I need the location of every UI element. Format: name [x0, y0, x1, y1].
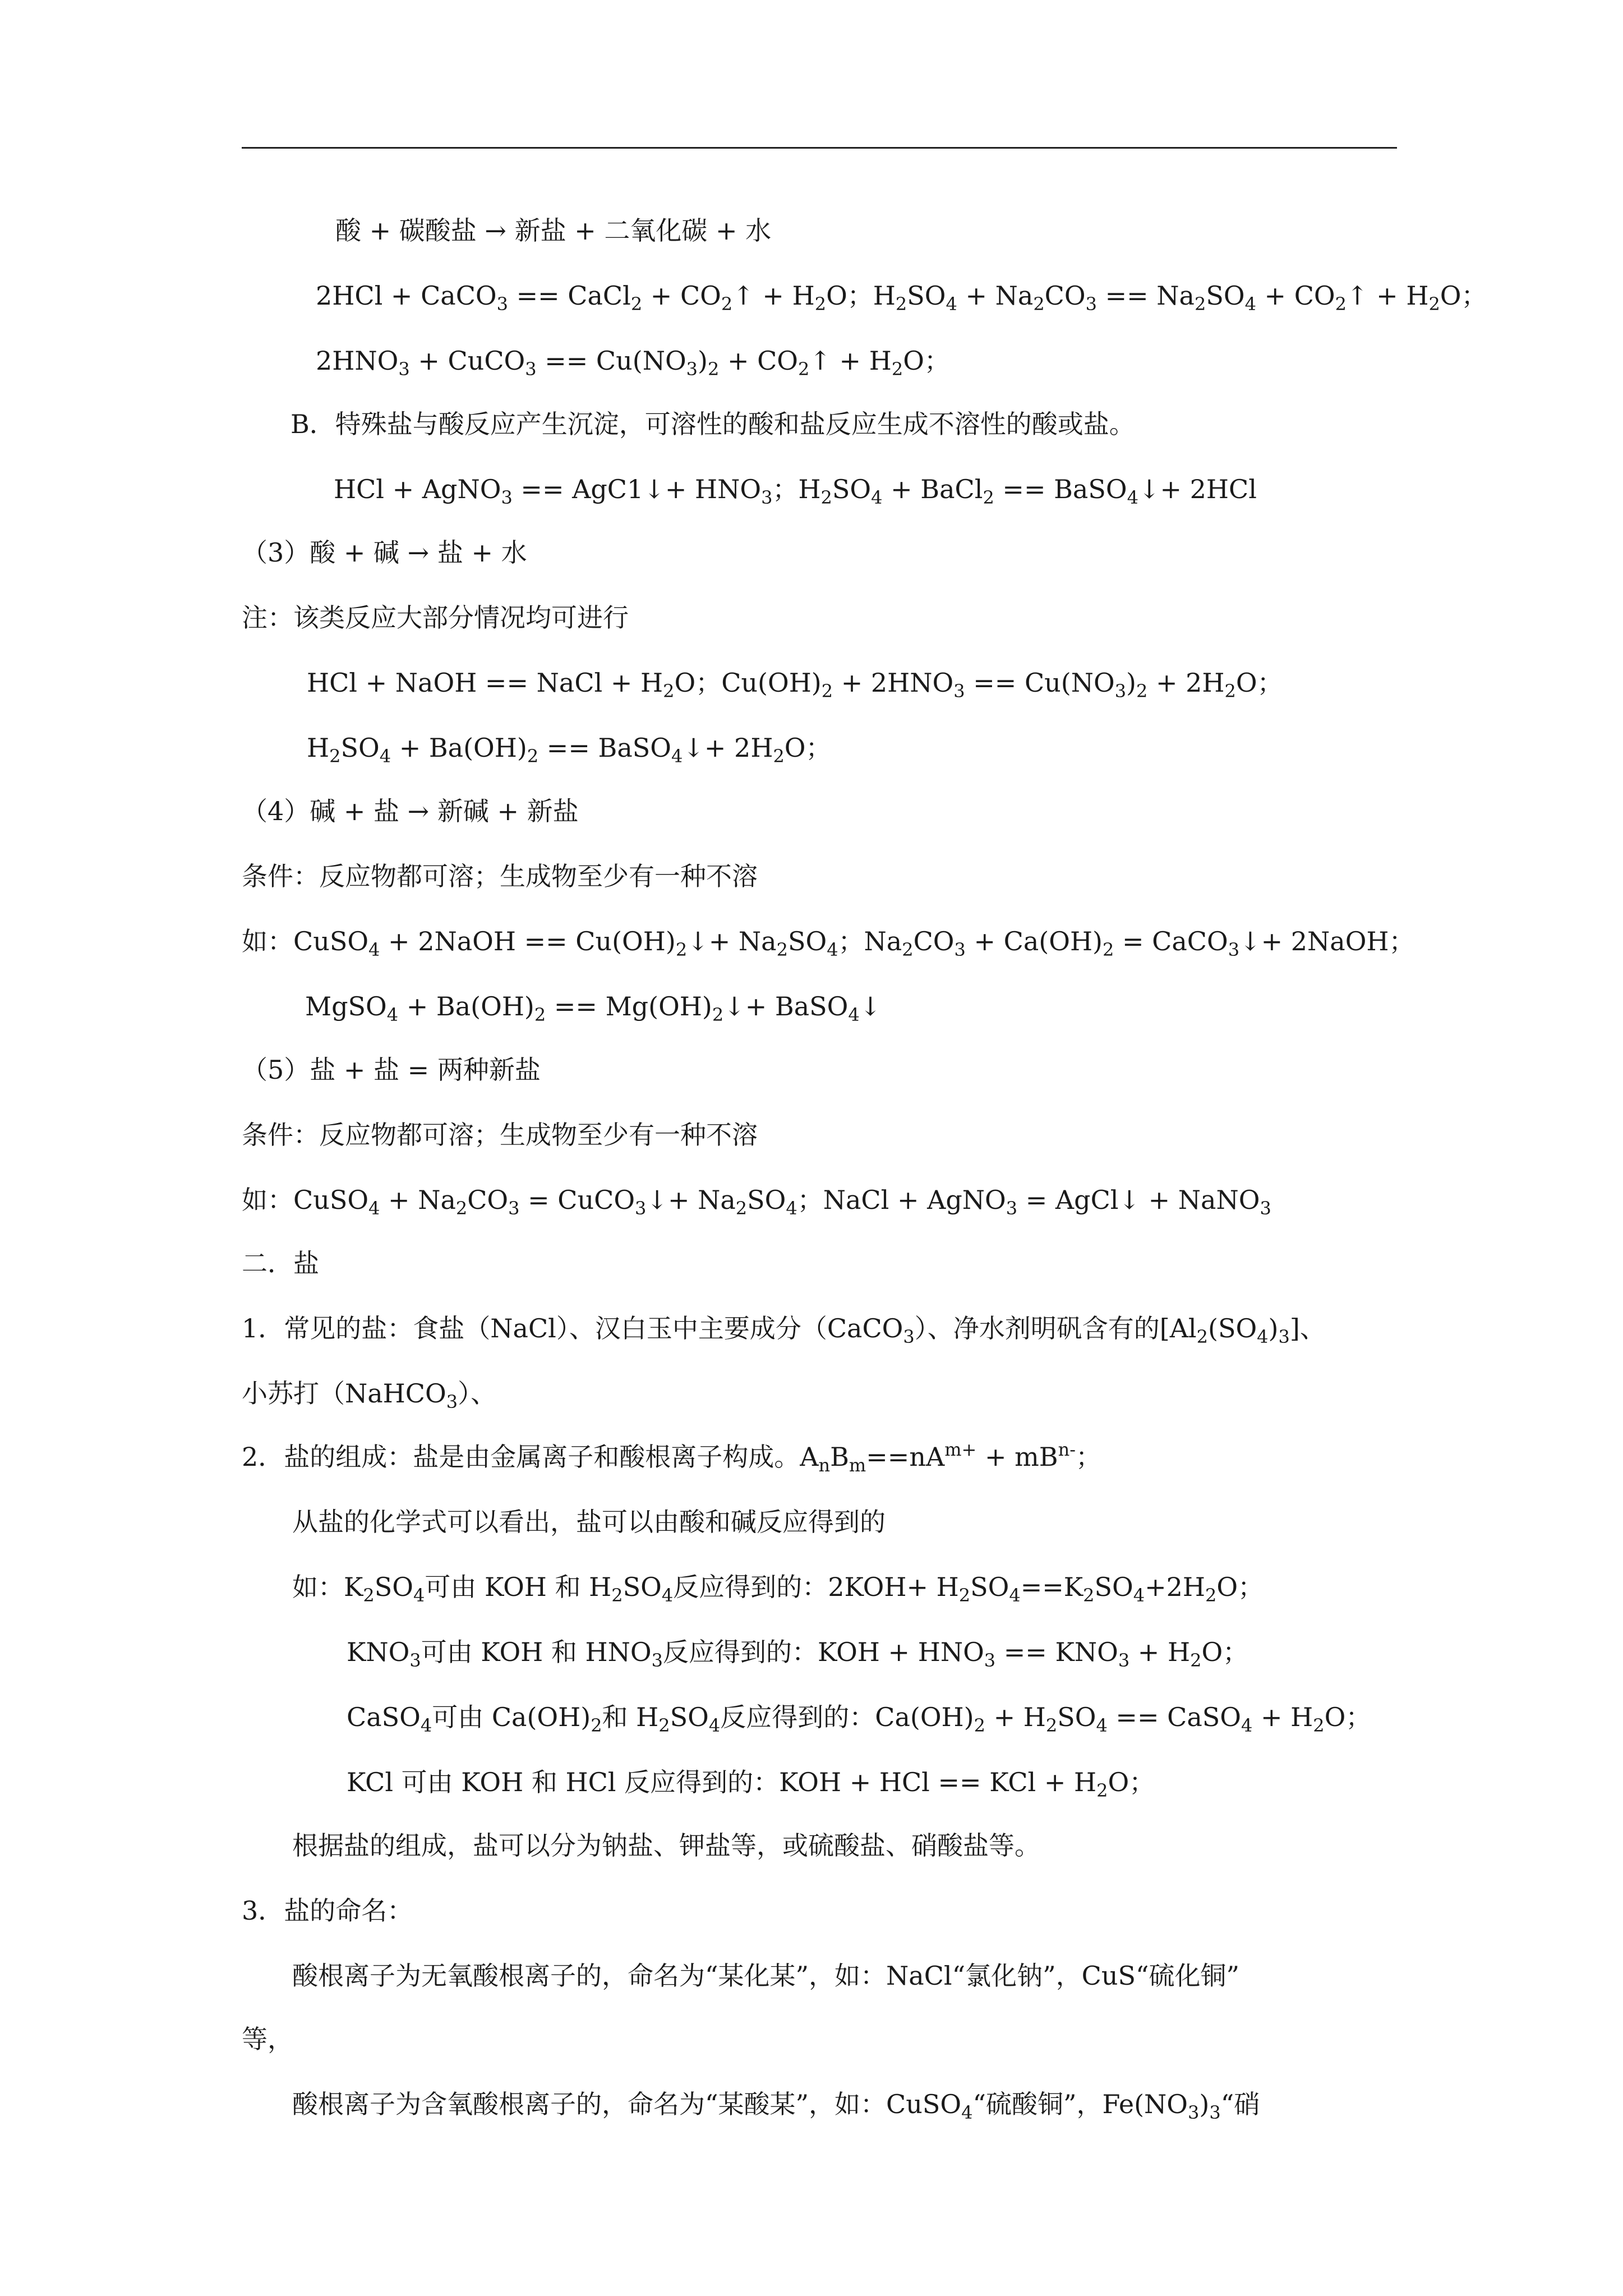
subscript: 2	[1103, 939, 1114, 960]
subscript: 4	[1244, 293, 1256, 315]
subscript: 3	[1228, 939, 1240, 960]
line-text: （4）碱 + 盐 → 新碱 + 新盐	[242, 796, 579, 826]
equation-line	[242, 1183, 1271, 1217]
subscript: 3	[1209, 2102, 1221, 2123]
line-segment: CO	[467, 1185, 509, 1215]
line-segment: == Cu(NO	[965, 668, 1115, 698]
line-segment: == Na	[1096, 280, 1195, 311]
line-text: 等，	[242, 2024, 293, 2054]
text-line	[292, 1570, 1264, 1604]
subscript: m	[849, 1455, 866, 1476]
line-segment: “硫酸铜”，Fe(NO	[972, 2089, 1188, 2119]
superscript: n-	[1058, 1439, 1076, 1460]
section-heading	[242, 536, 527, 569]
section-heading	[242, 1246, 319, 1280]
line-segment: + Na	[957, 280, 1034, 311]
line-segment: +2H	[1145, 1572, 1206, 1602]
line-segment: 反应得到的：KOH + HNO	[662, 1637, 984, 1667]
subscript: 2	[611, 1585, 623, 1606]
subscript: 4	[386, 1004, 399, 1025]
section-heading	[242, 1053, 541, 1087]
line-text: （5）盐 + 盐 = 两种新盐	[242, 1055, 541, 1085]
line-segment: SO	[1057, 1702, 1096, 1732]
subscript: 3	[508, 1198, 520, 1219]
line-segment: KNO	[347, 1637, 410, 1667]
text-line	[347, 1700, 1371, 1734]
line-segment: + BaCl	[882, 474, 983, 504]
text-line	[347, 1635, 1248, 1669]
subscript: 2	[958, 1585, 971, 1606]
subscript: 2	[814, 293, 827, 315]
line-segment: + 2NaOH == Cu(OH)	[380, 926, 676, 956]
line-segment: ==K	[1020, 1572, 1083, 1602]
line-segment: = CaCO	[1114, 926, 1228, 956]
subscript: 4	[827, 939, 838, 960]
text-line	[242, 601, 629, 634]
subscript: 2	[1190, 1650, 1202, 1671]
text-line	[242, 2022, 293, 2056]
line-segment: ↓+ 2NaOH；	[1239, 926, 1415, 956]
line-segment: 1．常见的盐：食盐（NaCl）、汉白玉中主要成分（CaCO	[242, 1313, 903, 1343]
subscript: 3	[651, 1650, 663, 1671]
superscript: m+	[944, 1439, 977, 1460]
line-segment: SO	[670, 1702, 709, 1732]
line-segment: SO	[340, 733, 380, 763]
line-segment: CO	[913, 926, 955, 956]
line-segment: ）、	[458, 1378, 497, 1409]
line-segment: SO	[907, 280, 946, 311]
line-segment: (SO	[1208, 1313, 1257, 1343]
line-segment: + mB	[976, 1442, 1058, 1472]
line-segment: O；Cu(OH)	[674, 668, 822, 698]
line-segment: ；NaCl + AgNO	[797, 1185, 1006, 1215]
line-segment: SO	[832, 474, 872, 504]
subscript: 3	[496, 293, 508, 315]
line-segment: ↓+ BaSO	[723, 991, 849, 1022]
line-segment: ↓+ Na	[646, 1185, 736, 1215]
subscript: 3	[984, 1650, 996, 1671]
line-segment: H	[307, 733, 330, 763]
line-segment: 如：K	[292, 1572, 363, 1602]
subscript: 2	[663, 680, 675, 702]
line-segment: ↓	[859, 991, 882, 1022]
subscript: 2	[630, 293, 643, 315]
line-segment: = CuCO	[519, 1185, 635, 1215]
line-segment: + CO	[1256, 280, 1335, 311]
equation-line	[242, 924, 1415, 958]
line-segment: + Na	[380, 1185, 456, 1215]
line-segment: O；	[784, 733, 832, 763]
line-segment: ↓+ 2HCl	[1138, 474, 1257, 504]
subscript: 3	[446, 1391, 458, 1412]
text-line	[292, 1829, 1040, 1862]
subscript: 4	[871, 487, 883, 508]
subscript: 2	[712, 1004, 724, 1025]
line-segment: 2HNO	[316, 346, 399, 376]
line-segment: ↓+ Na	[687, 926, 777, 956]
line-text: 二．盐	[242, 1248, 319, 1278]
text-line	[335, 214, 771, 247]
line-segment: O；H	[826, 280, 896, 311]
subscript: 4	[961, 2102, 973, 2123]
subscript: 2	[983, 487, 994, 508]
equation-line	[305, 990, 881, 1023]
subscript: 2	[1096, 1780, 1108, 1801]
line-segment: SO	[970, 1572, 1009, 1602]
line-segment: O；	[1108, 1767, 1155, 1797]
subscript: 2	[895, 293, 907, 315]
subscript: 3	[525, 358, 537, 380]
line-segment: == Mg(OH)	[546, 991, 712, 1022]
subscript: 3	[501, 487, 513, 508]
line-segment: SO	[787, 926, 827, 956]
subscript: n	[818, 1455, 831, 1476]
text-line	[291, 407, 1135, 441]
subscript: 2	[773, 746, 785, 767]
line-segment: == BaSO	[538, 733, 671, 763]
subscript: 2	[1194, 293, 1206, 315]
subscript: 2	[534, 1004, 546, 1025]
subscript: 3	[1114, 680, 1127, 702]
line-segment: 如：CuSO	[242, 1185, 369, 1215]
line-segment: )	[1199, 2089, 1210, 2119]
subscript: 4	[413, 1585, 425, 1606]
line-segment: SO	[623, 1572, 662, 1602]
line-segment: 如：CuSO	[242, 926, 369, 956]
subscript: 2	[902, 939, 914, 960]
subscript: 2	[974, 1715, 985, 1736]
line-segment: + Ba(OH)	[398, 991, 534, 1022]
subscript: 2	[707, 358, 720, 380]
subscript: 2	[821, 680, 833, 702]
line-segment: ↑ + H	[732, 280, 815, 311]
line-segment: 可由 KOH 和 HNO	[421, 1637, 652, 1667]
line-segment: CO	[1044, 280, 1086, 311]
line-segment: + H	[1129, 1637, 1191, 1667]
line-segment: O；	[1440, 280, 1487, 311]
line-segment: 和 H	[602, 1702, 659, 1732]
subscript: 4	[1096, 1715, 1108, 1736]
line-segment: 2HCl + CaCO	[316, 280, 497, 311]
line-segment: O；	[903, 346, 950, 376]
subscript: 4	[708, 1715, 721, 1736]
header-rule	[242, 147, 1397, 149]
text-line	[242, 1377, 496, 1410]
line-segment: KCl 可由 KOH 和 HCl 反应得到的：KOH + HCl == KCl + H	[347, 1767, 1097, 1797]
subscript: 2	[1033, 293, 1045, 315]
subscript: 4	[1241, 1715, 1253, 1736]
line-segment: + 2HNO	[833, 668, 954, 698]
text-line	[242, 1118, 758, 1152]
subscript: 4	[1009, 1585, 1021, 1606]
equation-line	[307, 731, 832, 765]
line-segment: 可由 KOH 和 H	[425, 1572, 612, 1602]
line-segment: + CuCO	[409, 346, 525, 376]
line-segment: + H	[1252, 1702, 1313, 1732]
subscript: 2	[891, 358, 903, 380]
line-segment: )	[1268, 1313, 1279, 1343]
subscript: 2	[1045, 1715, 1058, 1736]
line-segment: ↓+ 2H	[683, 733, 773, 763]
subscript: 2	[1083, 1585, 1095, 1606]
line-text: 条件：反应物都可溶；生成物至少有一种不溶	[242, 1120, 758, 1150]
equation-line	[316, 279, 1487, 315]
line-text: 从盐的化学式可以看出，盐可以由酸和碱反应得到的	[292, 1507, 886, 1537]
text-line	[292, 1959, 1239, 1993]
line-segment: + CO	[642, 280, 721, 311]
subscript: 2	[1428, 293, 1440, 315]
subscript: 2	[1205, 1585, 1217, 1606]
subscript: 4	[1257, 1326, 1269, 1347]
line-segment: == Cu(NO	[536, 346, 686, 376]
line-segment: MgSO	[305, 991, 387, 1022]
subscript: 3	[1118, 1650, 1130, 1671]
subscript: 2	[735, 1198, 748, 1219]
line-segment: )	[698, 346, 708, 376]
line-segment: 反应得到的：Ca(OH)	[720, 1702, 974, 1732]
subscript: 3	[1006, 1198, 1018, 1219]
subscript: 4	[786, 1198, 797, 1219]
line-text: 酸 + 碳酸盐 → 新盐 + 二氧化碳 + 水	[335, 215, 772, 246]
subscript: 2	[776, 939, 788, 960]
line-segment: HCl + NaOH == NaCl + H	[307, 668, 663, 698]
line-segment: == KNO	[995, 1637, 1118, 1667]
line-segment: ↑ + H	[1346, 280, 1429, 311]
line-segment: ；H	[772, 474, 821, 504]
subscript: 4	[368, 1198, 380, 1219]
line-segment: + Ca(OH)	[965, 926, 1103, 956]
subscript: 4	[1127, 487, 1138, 508]
subscript: 2	[675, 939, 688, 960]
subscript: 2	[591, 1715, 602, 1736]
line-segment: SO	[1206, 280, 1245, 311]
subscript: 2	[820, 487, 832, 508]
subscript: 2	[658, 1715, 670, 1736]
line-segment: == AgC1↓+ HNO	[512, 474, 762, 504]
subscript: 3	[1085, 293, 1097, 315]
line-segment: )	[1126, 668, 1136, 698]
subscript: 2	[527, 746, 539, 767]
line-segment: O；	[1201, 1637, 1249, 1667]
subscript: 2	[1335, 293, 1347, 315]
line-segment: ；	[1076, 1442, 1101, 1472]
subscript: 4	[661, 1585, 674, 1606]
line-segment: O；	[1216, 1572, 1264, 1602]
text-line	[242, 1894, 413, 1927]
subscript: 4	[368, 939, 380, 960]
subscript: 4	[848, 1004, 860, 1025]
line-text: 酸根离子为无氧酸根离子的，命名为“某化某”，如：NaCl“氯化钠”，CuS“硫化铜”	[292, 1961, 1240, 1991]
subscript: 2	[798, 358, 810, 380]
subscript: 2	[455, 1198, 468, 1219]
subscript: 3	[635, 1198, 647, 1219]
line-segment: 小苏打（NaHCO	[242, 1378, 446, 1409]
text-line	[292, 2087, 1260, 2121]
text-line	[347, 1765, 1155, 1799]
subscript: 3	[686, 358, 698, 380]
line-text: 根据盐的组成，盐可以分为钠盐、钾盐等，或硫酸盐、硝酸盐等。	[292, 1830, 1040, 1861]
section-heading	[242, 794, 579, 828]
line-segment: 酸根离子为含氧酸根离子的，命名为“某酸某”，如：CuSO	[292, 2089, 962, 2119]
text-line	[242, 1440, 1101, 1474]
line-segment: + 2H	[1147, 668, 1225, 698]
subscript: 3	[953, 680, 965, 702]
subscript: 2	[1136, 680, 1148, 702]
line-segment: O；	[1324, 1702, 1372, 1732]
subscript: 2	[1224, 680, 1236, 702]
line-segment: ；Na	[838, 926, 902, 956]
subscript: 3	[903, 1326, 915, 1347]
line-segment: == CaSO	[1107, 1702, 1241, 1732]
subscript: 4	[379, 746, 391, 767]
subscript: 3	[1188, 2102, 1200, 2123]
line-segment: ]、	[1289, 1313, 1326, 1343]
equation-line	[316, 344, 950, 378]
line-text: 注：该类反应大部分情况均可进行	[242, 602, 629, 633]
line-text: 条件：反应物都可溶；生成物至少有一种不溶	[242, 861, 758, 891]
line-segment: + H	[985, 1702, 1046, 1732]
line-segment: + CO	[719, 346, 799, 376]
line-segment: == BaSO	[994, 474, 1127, 504]
subscript: 2	[363, 1585, 375, 1606]
line-segment: CaSO	[347, 1702, 421, 1732]
equation-line	[307, 666, 1283, 700]
subscript: 2	[1196, 1326, 1208, 1347]
subscript: 4	[671, 746, 683, 767]
line-segment: 反应得到的：2KOH+ H	[673, 1572, 959, 1602]
line-segment: SO	[747, 1185, 786, 1215]
subscript: 2	[329, 746, 341, 767]
subscript: 4	[1133, 1585, 1145, 1606]
subscript: 4	[946, 293, 957, 315]
line-segment: + Ba(OH)	[391, 733, 527, 763]
line-text: 3．盐的命名：	[242, 1895, 413, 1926]
subscript: 3	[409, 1650, 421, 1671]
line-segment: SO	[1094, 1572, 1133, 1602]
subscript: 3	[1260, 1198, 1271, 1219]
subscript: 2	[721, 293, 733, 315]
line-segment: ==nA	[866, 1442, 945, 1472]
line-segment: ）、净水剂明矾含有的[Al	[914, 1313, 1197, 1343]
subscript: 3	[761, 487, 773, 508]
line-text: （3）酸 + 碱 → 盐 + 水	[242, 537, 527, 568]
equation-line	[334, 472, 1257, 506]
line-text: B．特殊盐与酸反应产生沉淀，可溶性的酸和盐反应生成不溶性的酸或盐。	[291, 409, 1135, 439]
line-segment: SO	[374, 1572, 413, 1602]
line-segment: ↑ + H	[809, 346, 892, 376]
text-line	[242, 1312, 1326, 1345]
line-segment: O；	[1235, 668, 1283, 698]
line-segment: 2．盐的组成：盐是由金属离子和酸根离子构成。A	[242, 1442, 819, 1472]
text-line	[242, 859, 758, 893]
subscript: 2	[1313, 1715, 1325, 1736]
line-segment: == CaCl	[508, 280, 631, 311]
subscript: 3	[954, 939, 966, 960]
subscript: 3	[1278, 1326, 1290, 1347]
line-segment: B	[830, 1442, 849, 1472]
line-segment: “硝	[1220, 2089, 1260, 2119]
line-segment: = AgCl↓ + NaNO	[1017, 1185, 1260, 1215]
subscript: 4	[420, 1715, 432, 1736]
text-line	[292, 1505, 886, 1539]
subscript: 3	[398, 358, 410, 380]
line-segment: 可由 Ca(OH)	[432, 1702, 591, 1732]
line-segment: HCl + AgNO	[334, 474, 501, 504]
